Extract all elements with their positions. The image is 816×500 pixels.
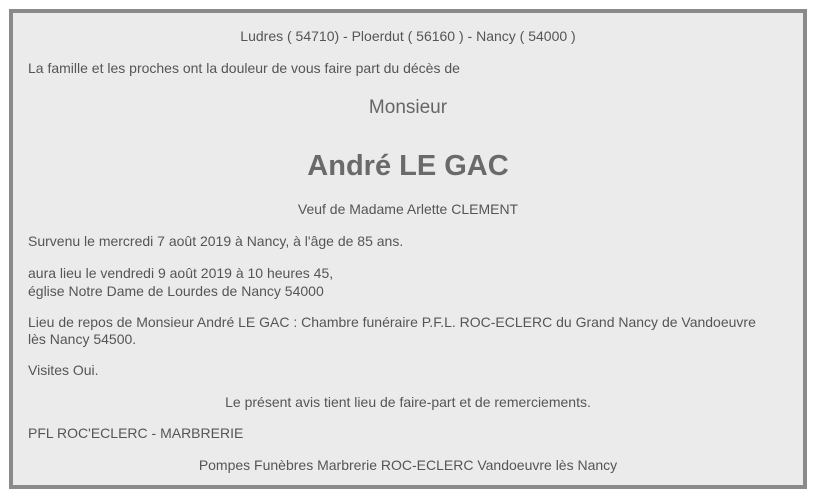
- rest-place-line-1: Lieu de repos de Monsieur André LE GAC : Chambre funéraire P.F.L. ROC-ECLERC du Grand Nancy de Vandoeuvre: [28, 314, 756, 330]
- visits-line: Visites Oui.: [28, 362, 99, 378]
- widower-line: Veuf de Madame Arlette CLEMENT: [297, 201, 519, 217]
- ceremony-line-2: église Notre Dame de Lourdes de Nancy 54000: [28, 283, 324, 299]
- intro-text: La famille et les proches ont la douleur de vous faire part du décès de: [28, 60, 460, 76]
- thanks-line: Le présent avis tient lieu de faire-part et de remerciements.: [225, 394, 591, 410]
- death-date-line: Survenu le mercredi 7 août 2019 à Nancy, à l'âge de 85 ans.: [28, 233, 404, 249]
- deceased-name: André LE GAC: [307, 150, 509, 182]
- footer-line: Pompes Funèbres Marbrerie ROC-ECLERC Vandoeuvre lès Nancy: [198, 457, 618, 473]
- death-notice: [9, 9, 807, 489]
- ceremony-line-1: aura lieu le vendredi 9 août 2019 à 10 heures 45,: [28, 265, 334, 281]
- locations-line: Ludres ( 54710) - Ploerdut ( 56160 ) - Nancy ( 54000 ): [240, 28, 576, 44]
- rest-place-line-2: lès Nancy 54500.: [28, 331, 137, 347]
- title-monsieur: Monsieur: [368, 97, 448, 118]
- signature-line: PFL ROC'ECLERC - MARBRERIE: [28, 425, 244, 441]
